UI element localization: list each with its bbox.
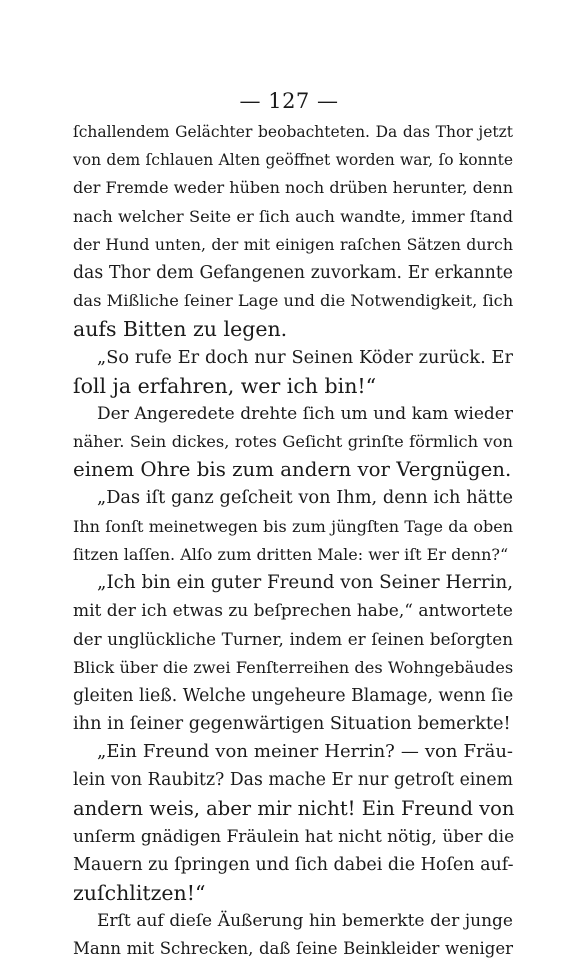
- text-line: Mauern zu ſpringen und ſich dabei die Hoſen auf-: [73, 854, 514, 875]
- text-line: ſoll ja erfahren, wer ich bin!“: [73, 373, 377, 398]
- text-line: einem Ohre bis zum andern vor Vergnügen.: [73, 458, 512, 482]
- text-line: der Hund unten, der mit einigen raſchen Sätzen durch: [73, 234, 513, 254]
- text-line: Erſt auf dieſe Äußerung hin bemerkte der junge: [97, 911, 513, 932]
- text-line: näher. Sein dickes, rotes Geſicht grinſte förmlich von: [73, 432, 513, 452]
- text-line: ſitzen laſſen. Alſo zum dritten Male: wer iſt Er denn?“: [73, 544, 509, 564]
- text-line: der unglückliche Turner, indem er ſeinen beſorgten: [73, 629, 513, 650]
- text-line: nach welcher Seite er ſich auch wandte, immer ſtand: [73, 206, 513, 226]
- text-line: von dem ſchlauen Alten geöffnet worden war, ſo konnte: [73, 151, 513, 170]
- text-line: Ihn ſonſt meinetwegen bis zum jüngſten Tage da oben: [73, 516, 513, 536]
- text-line: ſchallendem Gelächter beobachteten. Da das Thor jetzt: [73, 123, 513, 141]
- text-line: unſerm gnädigen Fräulein hat nicht nötig, über die: [73, 826, 515, 847]
- text-line: zuſchlitzen!“: [73, 881, 206, 906]
- text-line: gleiten ließ. Welche ungeheure Blamage, wenn ſie: [73, 685, 514, 706]
- text-line: „Ich bin ein guter Freund von Seiner Herrin,: [97, 572, 513, 593]
- text-line: mit der ich etwas zu beſprechen habe,“ antwortete: [73, 601, 513, 622]
- text-line: aufs Bitten zu legen.: [73, 317, 288, 342]
- text-line: „So rufe Er doch nur Seinen Köder zurück. Er: [97, 347, 513, 368]
- text-line: der Fremde weder hüben noch drüben herunter, denn: [73, 178, 513, 198]
- text-line: Mann mit Schrecken, daß ſeine Beinkleider weniger: [73, 939, 513, 959]
- text-line: Der Angeredete drehte ſich um und kam wieder: [97, 403, 513, 424]
- text-line: das Mißliche ſeiner Lage und die Notwendigkeit, ſich: [73, 291, 514, 311]
- text-line: „Das iſt ganz geſcheit von Ihm, denn ich hätte: [97, 488, 513, 509]
- page-number-header: — 127 —: [239, 89, 339, 113]
- body-text: [73, 118, 513, 964]
- text-line: lein von Raubitz? Das mache Er nur getroſt einem: [73, 770, 513, 791]
- text-line: „Ein Freund von meiner Herrin? — von Fräu-: [97, 741, 513, 763]
- text-line: andern weis, aber mir nicht! Ein Freund von: [73, 796, 515, 820]
- text-line: das Thor dem Gefangenen zuvorkam. Er erkannte: [73, 262, 513, 283]
- text-line: Blick über die zwei Fenſterreihen des Wohngebäudes: [73, 657, 514, 677]
- text-line: ihn in ſeiner gegenwärtigen Situation bemerkte!: [73, 713, 511, 734]
